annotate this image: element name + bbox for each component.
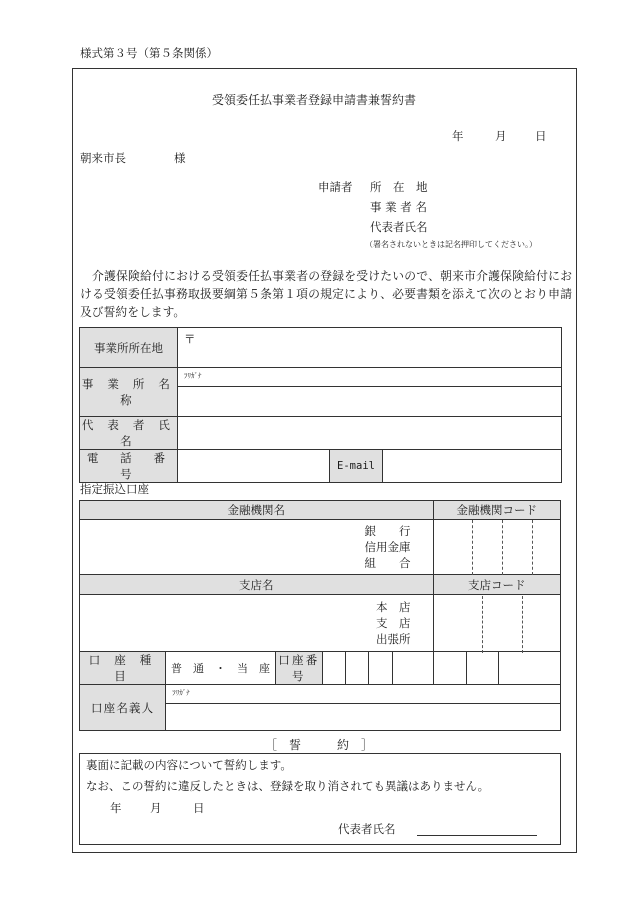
intro-paragraph: 介護保険給付における受領委任払事業者の登録を受けたいので、朝来市介護保険給付における受領委任払事務取扱要綱第５条第１項の規定により、必要書類を添えて次のとおり申請及び誓約をします。: [80, 269, 572, 319]
account-holder-field[interactable]: [166, 704, 561, 731]
date-day-label: 日: [535, 129, 547, 143]
account-holder-furigana-field[interactable]: [166, 685, 561, 704]
branch-code-header: 支店コード: [433, 575, 560, 595]
branch-type-sub: 出張所: [376, 632, 411, 646]
office-name-field[interactable]: [178, 387, 562, 417]
bank-type-kumiai: 組 合: [364, 556, 411, 570]
pledge-signature-line[interactable]: [417, 835, 537, 836]
branch-name-field[interactable]: [80, 595, 434, 652]
representative-name-label: 代 表 者 氏 名: [80, 417, 178, 450]
date-month-label: 月: [495, 129, 507, 143]
office-table: [79, 327, 562, 483]
branch-type-branch: 支 店: [376, 616, 411, 630]
applicant-representative-label: 代表者氏名: [370, 220, 428, 234]
account-holder-label: 口座名義人: [80, 685, 166, 731]
applicant-business-name-label: 事 業 者 名: [370, 200, 427, 214]
seal-note: （署名されないときは記名押印してください。）: [365, 240, 537, 249]
date-year-label: 年: [452, 129, 464, 143]
phone-field[interactable]: [178, 450, 330, 483]
account-digit-7[interactable]: [498, 652, 560, 685]
pledge-date-year: 年: [110, 801, 122, 815]
branch-type-main: 本 店: [376, 600, 411, 614]
bank-code-divider-1: [472, 520, 473, 575]
branch-code-divider-2: [522, 596, 523, 653]
account-digit-1[interactable]: [323, 652, 346, 685]
holder-furigana-label: ﾌﾘｶﾞﾅ: [172, 689, 190, 697]
bank-type-shinkin: 信用金庫: [364, 540, 411, 554]
account-type-options[interactable]: 普 通 ・ 当 座: [166, 652, 275, 685]
bank-code-field[interactable]: [433, 520, 560, 575]
pledge-line-1: 裏面に記載の内容について誓約します。: [86, 758, 292, 772]
branch-name-header: 支店名: [80, 575, 434, 595]
account-section-label: 指定振込口座: [80, 482, 149, 496]
applicant-address-label: 所 在 地: [370, 180, 428, 194]
branch-code-divider-1: [482, 596, 483, 653]
bank-type-bank: 銀 行: [364, 524, 411, 538]
account-number-label: 口座番号: [275, 652, 322, 685]
bank-name-field[interactable]: [80, 520, 434, 575]
account-digit-5[interactable]: [433, 652, 467, 685]
addressee-honorific: 様: [174, 151, 186, 165]
pledge-date-day: 日: [193, 801, 205, 815]
office-name-label: 事 業 所 名 称: [80, 368, 178, 417]
form-number: 様式第３号（第５条関係）: [80, 46, 218, 60]
account-type-label: 口 座 種 目: [80, 652, 166, 685]
bank-code-header: 金融機関コード: [433, 501, 560, 520]
office-furigana-label: ﾌﾘｶﾞﾅ: [184, 372, 202, 380]
representative-name-field[interactable]: [178, 417, 562, 450]
account-digit-3[interactable]: [369, 652, 392, 685]
pledge-signature-label: 代表者氏名: [338, 822, 396, 836]
bank-code-divider-2: [502, 520, 503, 575]
branch-code-field[interactable]: [433, 595, 560, 652]
account-digit-2[interactable]: [346, 652, 369, 685]
account-digit-6[interactable]: [467, 652, 499, 685]
bank-code-divider-3: [532, 520, 533, 575]
bank-table: [79, 500, 561, 731]
pledge-heading: ［ 誓 約 ］: [265, 738, 374, 752]
phone-label: 電 話 番 号: [80, 450, 178, 483]
form-title: 受領委任払事業者登録申請書兼誓約書: [212, 93, 417, 107]
office-name-furigana-field[interactable]: [178, 368, 562, 387]
office-address-label: 事業所所在地: [80, 328, 178, 368]
pledge-line-2: なお、この誓約に違反したときは、登録を取り消されても異議はありません。: [86, 779, 490, 793]
applicant-label: 申請者: [318, 180, 353, 194]
pledge-date-month: 月: [150, 801, 162, 815]
bank-name-header: 金融機関名: [80, 501, 434, 520]
office-address-field[interactable]: [178, 328, 562, 368]
email-field[interactable]: [383, 450, 562, 483]
email-label: E-mail: [330, 450, 383, 483]
addressee-name: 朝来市長: [80, 151, 126, 165]
account-digit-4[interactable]: [392, 652, 433, 685]
postal-mark: 〒: [184, 332, 196, 346]
